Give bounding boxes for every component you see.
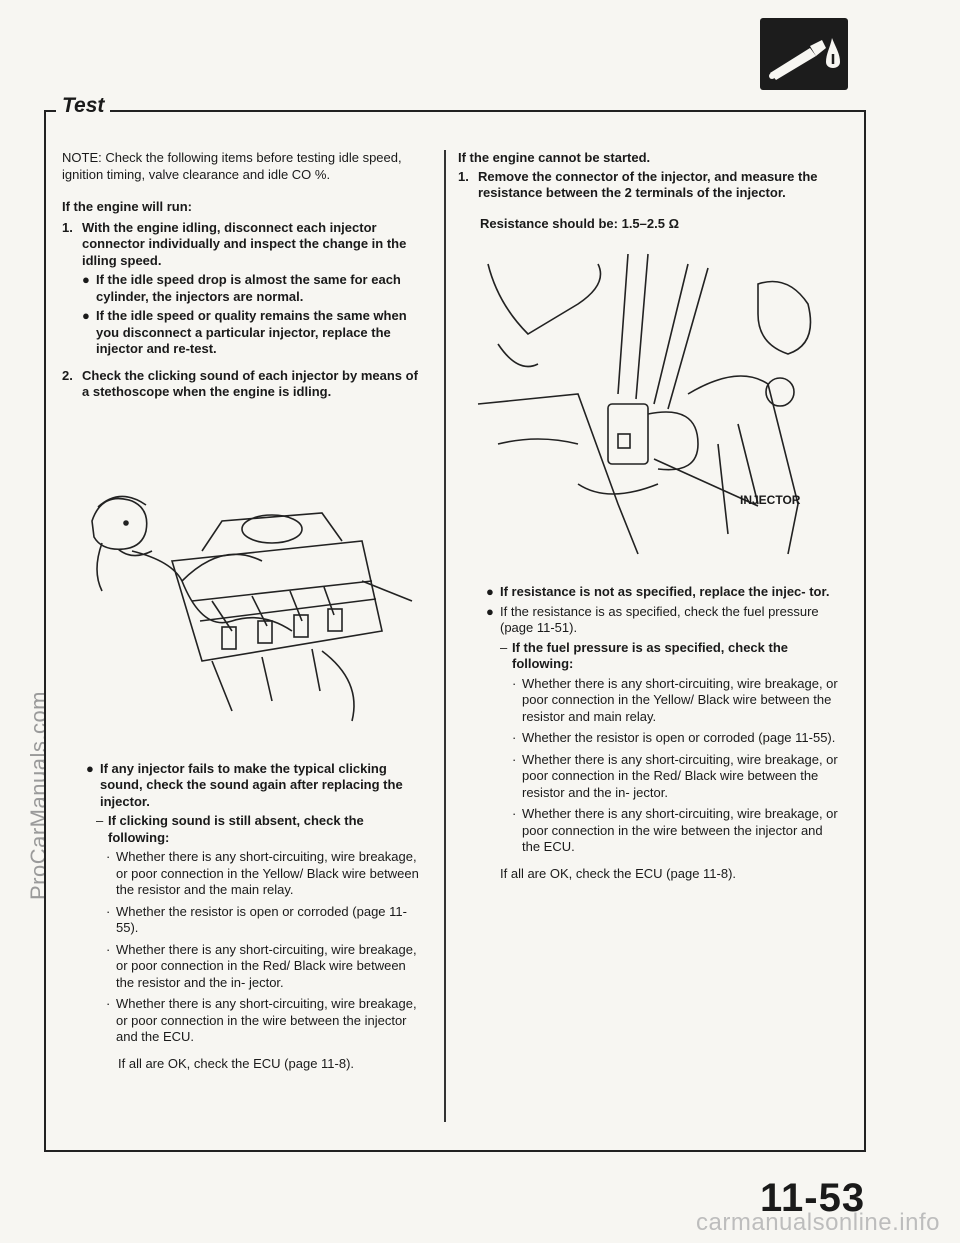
engine-runs-heading: If the engine will run: xyxy=(62,199,192,214)
dash-icon: – xyxy=(96,813,104,828)
left-step-1 xyxy=(62,220,427,270)
left-step-2 xyxy=(62,368,427,401)
check-text: Whether there is any short-circuiting, wire breakage, or poor connection in the Red/ Black wire between the resistor and the in- jector. xyxy=(522,751,838,800)
bullet-text: If the idle speed drop is almost the same for each cylinder, the injectors are normal. xyxy=(96,272,401,304)
column-divider xyxy=(444,150,446,1122)
injector-label: INJECTOR xyxy=(740,493,801,507)
step-number: 2. xyxy=(62,367,73,383)
dot-icon: · xyxy=(512,806,517,821)
dash-text: If clicking sound is still absent, check the following: xyxy=(108,813,364,845)
check-item xyxy=(106,942,427,992)
footer-watermark: carmanualsonline.info xyxy=(696,1209,940,1236)
step-text: With the engine idling, disconnect each injector connector individually and inspect the change in the idling speed. xyxy=(82,219,407,268)
right-column xyxy=(458,150,843,882)
dash-item xyxy=(500,640,843,673)
check-text: Whether the resistor is open or corroded (page 11-55). xyxy=(116,903,407,935)
bullet-text: If any injector fails to make the typical clicking sound, check the sound again after replacing the injector. xyxy=(100,760,403,809)
step-text: Remove the connector of the injector, and measure the resistance between the 2 terminals of the injector. xyxy=(478,168,818,200)
check-item xyxy=(106,849,427,899)
step-number: 1. xyxy=(458,168,469,184)
bullet-icon: ● xyxy=(82,308,90,323)
bullet-item xyxy=(486,604,843,637)
stethoscope-illustration xyxy=(62,481,427,741)
dot-icon: · xyxy=(512,730,517,745)
right-step-1 xyxy=(458,169,843,202)
dot-icon: · xyxy=(106,996,111,1011)
dash-icon: – xyxy=(500,639,508,655)
bullet-icon: ● xyxy=(486,603,494,619)
check-text: Whether there is any short-circuiting, wire breakage, or poor connection in the Yellow/ Black wire between the resistor and main relay. xyxy=(522,675,838,724)
bullet-item xyxy=(486,584,843,601)
check-text: Whether there is any short-circuiting, wire breakage, or poor connection in the wire between the injector and the ECU. xyxy=(522,806,838,854)
final-note: If all are OK, check the ECU (page 11-8). xyxy=(118,1055,355,1071)
page-number: 11-53 xyxy=(760,1176,866,1220)
check-item xyxy=(512,676,843,726)
dot-icon: · xyxy=(106,903,111,919)
check-text: Whether the resistor is open or corroded (page 11-55). xyxy=(522,730,836,745)
check-item xyxy=(512,730,843,747)
check-text: Whether there is any short-circuiting, wire breakage, or poor connection in the Red/ Black wire between the resistor and the in- jector. xyxy=(116,941,417,990)
step-text: Check the clicking sound of each injector by means of a stethoscope when the engine is idling. xyxy=(82,367,418,399)
step-number: 1. xyxy=(62,219,73,235)
dot-icon: · xyxy=(106,941,111,957)
final-note: If all are OK, check the ECU (page 11-8). xyxy=(500,865,737,881)
dot-icon: · xyxy=(106,849,111,864)
section-title: Test xyxy=(56,94,110,118)
check-text: Whether there is any short-circuiting, wire breakage, or poor connection in the wire between the injector and the ECU. xyxy=(116,996,417,1044)
check-item xyxy=(106,996,427,1046)
bullet-icon: ● xyxy=(86,760,94,776)
dot-icon: · xyxy=(512,675,517,691)
engine-not-start-heading: If the engine cannot be started. xyxy=(458,150,651,165)
resistance-spec: Resistance should be: 1.5–2.5 Ω xyxy=(480,215,679,231)
check-item xyxy=(512,806,843,856)
dash-item xyxy=(96,813,427,846)
left-column xyxy=(62,150,427,1072)
bullet-text: If the resistance is as specified, check the fuel pressure (page 11-51). xyxy=(500,603,819,635)
bullet-icon: ● xyxy=(82,272,90,287)
injector-illustration xyxy=(458,244,843,564)
bullet-text: If resistance is not as specified, replace the injec- tor. xyxy=(500,584,830,599)
check-text: Whether there is any short-circuiting, wire breakage, or poor connection in the Yellow/ Black wire between the resistor and the main relay. xyxy=(116,849,419,897)
bullet-icon: ● xyxy=(486,584,494,599)
check-item xyxy=(106,904,427,937)
dot-icon: · xyxy=(512,751,517,767)
section-frame-right-edge xyxy=(864,110,866,1150)
bullet-item xyxy=(82,272,427,305)
bullet-item xyxy=(82,308,427,358)
bullet-item xyxy=(86,761,427,811)
note: NOTE: Check the following items before testing idle speed, ignition timing, valve clearance and idle CO %. xyxy=(62,150,402,182)
dash-text: If the fuel pressure is as specified, check the following: xyxy=(512,639,788,671)
check-item xyxy=(512,752,843,802)
fuel-injector-section-icon xyxy=(760,18,848,90)
watermark: ProCarManuals.com xyxy=(26,690,51,900)
bullet-text: If the idle speed or quality remains the same when you disconnect a particular injector, replace the injector and re-test. xyxy=(96,308,407,356)
